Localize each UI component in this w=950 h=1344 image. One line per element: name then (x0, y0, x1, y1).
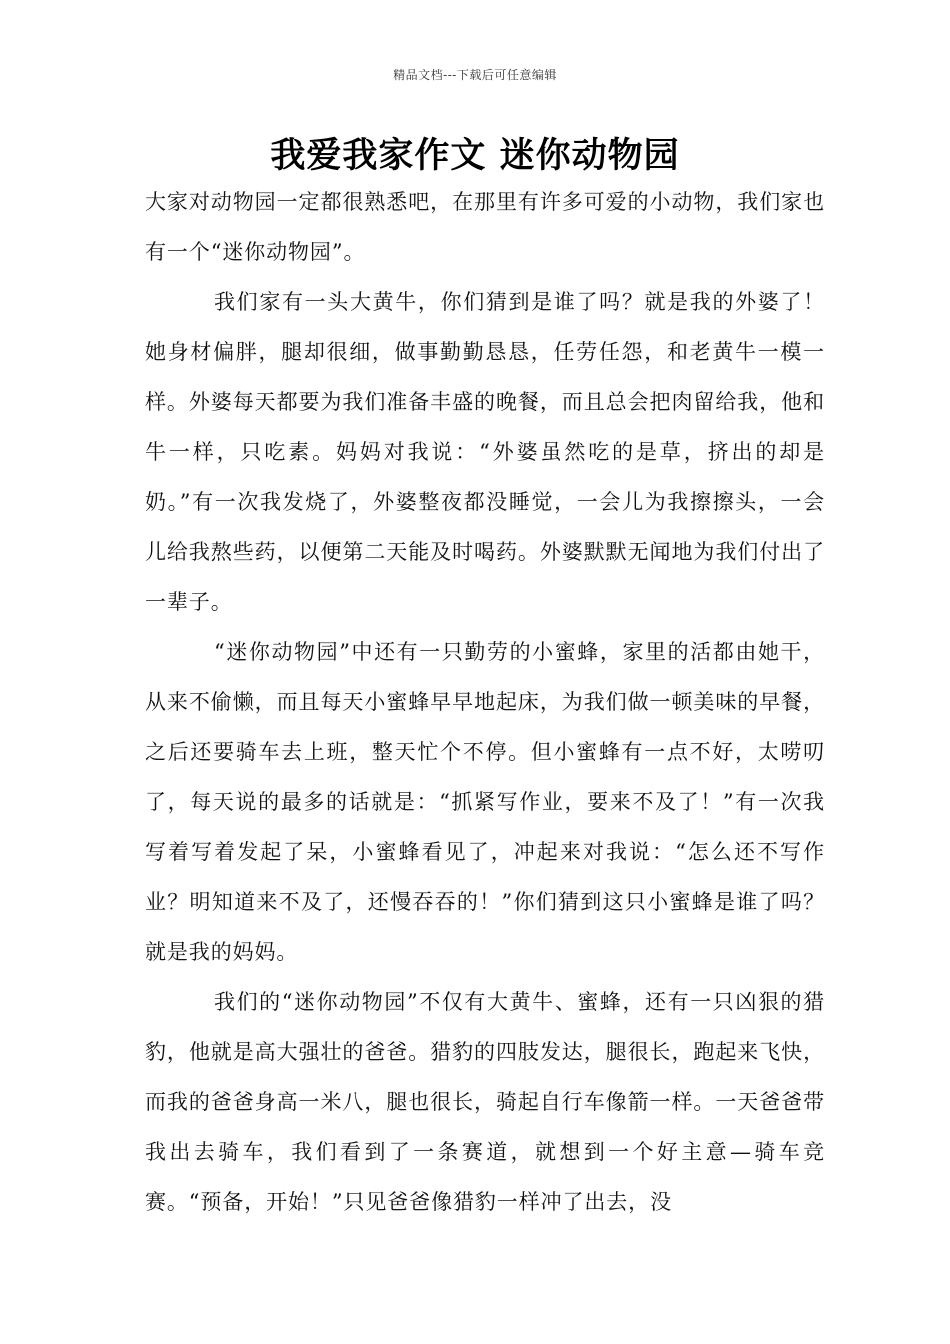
document-body (145, 177, 825, 1227)
paragraph-4: 我们的“迷你动物园”不仅有大黄牛、蜜蜂，还有一只凶狠的猎豹，他就是高大强壮的爸爸。猎豹的四肢发达，腿很长，跑起来飞快，而我的爸爸身高一米八，腿也很长，骑起自行车像箭一样。一天爸爸带我出去骑车，我们看到了一条赛道，就想到一个好主意—骑车竞赛。“预备，开始！”只见爸爸像猎豹一样冲了出去，没 (145, 990, 825, 1214)
paragraph-3: “迷你动物园”中还有一只勤劳的小蜜蜂，家里的活都由她干，从来不偷懒，而且每天小蜜蜂早早地起床，为我们做一顿美味的早餐，之后还要骑车去上班，整天忙个不停。但小蜜蜂有一点不好，太唠叨了，每天说的最多的话就是：“抓紧写作业，要来不及了！”有一次我写着写着发起了呆，小蜜蜂看见了，冲起来对我说：“怎么还不写作业？明知道来不及了，还慢吞吞的！”你们猜到这只小蜜蜂是谁了吗？就是我的妈妈。 (145, 640, 825, 964)
document-title: 我爱我家作文 迷你动物园 (270, 135, 680, 176)
paragraph-1: 大家对动物园一定都很熟悉吧，在那里有许多可爱的小动物，我们家也有一个“迷你动物园”。 (145, 190, 825, 264)
paragraph-2: 我们家有一头大黄牛，你们猜到是谁了吗？就是我的外婆了！她身材偏胖，腿却很细，做事勤勤恳恳，任劳任怨，和老黄牛一模一样。外婆每天都要为我们准备丰盛的晚餐，而且总会把肉留给我，他和牛一样，只吃素。妈妈对我说：“外婆虽然吃的是草，挤出的却是奶。”有一次我发烧了，外婆整夜都没睡觉，一会儿为我擦擦头，一会儿给我熬些药，以便第二天能及时喝药。外婆默默无闻地为我们付出了一辈子。 (145, 290, 825, 614)
header-note: 精品文档---下载后可任意编辑 (393, 68, 557, 82)
